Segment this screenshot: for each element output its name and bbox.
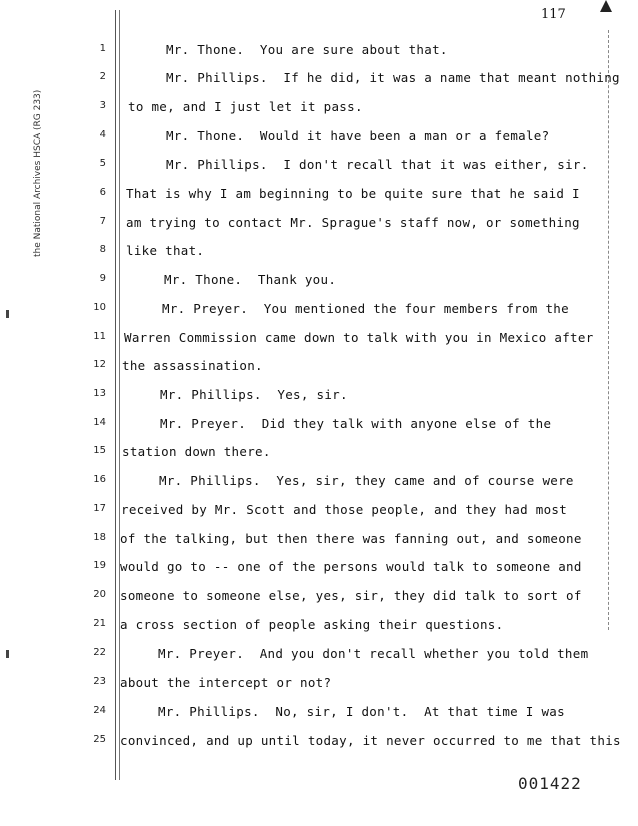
transcript-line: Mr. Phillips. If he did, it was a name that meant nothing [166,70,620,85]
transcript-line: of the talking, but then there was fanning out, and someone [120,531,582,546]
transcript-line: Mr. Preyer. Did they talk with anyone else of the [160,416,552,431]
transcript-line: Mr. Phillips. Yes, sir, they came and of course were [159,473,574,488]
transcript-line: the assassination. [122,358,263,373]
line-number: 16 [93,474,106,485]
document-stamp-number: 001422 [518,774,582,793]
page-number: 117 [541,7,566,22]
transcript-line: Mr. Thone. Would it have been a man or a female? [166,128,550,143]
transcript-line: convinced, and up until today, it never occurred to me that this [120,733,621,748]
line-number: 3 [99,100,106,111]
line-number: 19 [93,560,106,571]
margin-tick [6,310,9,318]
line-number: 10 [93,302,106,313]
transcript-line: That is why I am beginning to be quite sure that he said I [126,186,580,201]
transcript-line: Mr. Phillips. Yes, sir. [160,387,348,402]
transcript-line: am trying to contact Mr. Sprague's staff now, or something [126,215,580,230]
line-number: 8 [99,244,106,255]
right-margin-rule [608,30,610,630]
line-number: 22 [93,647,106,658]
transcript-line: about the intercept or not? [120,675,332,690]
line-number: 11 [93,331,106,342]
archive-side-stamp: the National Archives HSCA (RG 233) [33,89,43,257]
line-number: 20 [93,589,106,600]
line-number: 5 [99,158,106,169]
left-margin-rule [115,10,120,780]
transcript-line: like that. [126,243,205,258]
line-number: 2 [99,71,106,82]
line-number: 1 [99,43,106,54]
line-number: 17 [93,503,106,514]
transcript-line: Mr. Thone. Thank you. [164,272,337,287]
line-number: 18 [93,532,106,543]
transcript-line: received by Mr. Scott and those people, and they had most [121,502,568,517]
line-number: 25 [93,734,106,745]
line-number: 12 [93,359,106,370]
line-number: 7 [99,216,106,227]
line-number: 15 [93,445,106,456]
line-number: 24 [93,705,106,716]
line-number: 14 [93,417,106,428]
transcript-line: would go to -- one of the persons would talk to someone and [120,559,582,574]
transcript-line: Mr. Phillips. I don't recall that it was either, sir. [166,157,589,172]
transcript-line: Warren Commission came down to talk with you in Mexico after [124,330,594,345]
transcript-line: to me, and I just let it pass. [128,99,363,114]
corner-mark [600,0,612,12]
line-number: 23 [93,676,106,687]
transcript-line: Mr. Phillips. No, sir, I don't. At that time I was [158,704,565,719]
transcript-line: Mr. Preyer. You mentioned the four members from the [162,301,569,316]
margin-tick [6,650,9,658]
line-number: 13 [93,388,106,399]
transcript-line: station down there. [122,444,271,459]
transcript-line: Mr. Preyer. And you don't recall whether you told them [158,646,589,661]
line-number: 6 [99,187,106,198]
transcript-line: a cross section of people asking their questions. [120,617,504,632]
line-number: 4 [99,129,106,140]
line-number: 9 [99,273,106,284]
transcript-line: Mr. Thone. You are sure about that. [166,42,448,57]
line-number: 21 [93,618,106,629]
transcript-line: someone to someone else, yes, sir, they did talk to sort of [120,588,582,603]
